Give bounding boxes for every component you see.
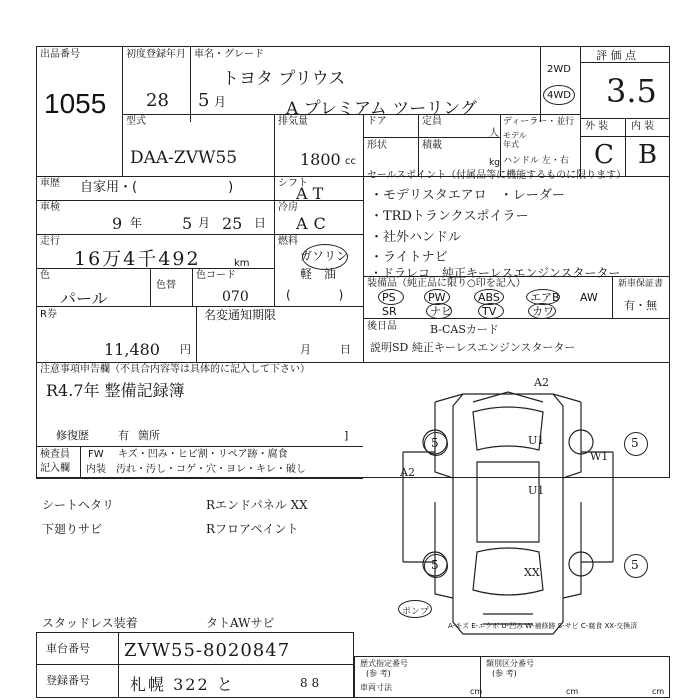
repair-yes: 有 (118, 429, 129, 442)
divider (363, 318, 670, 319)
int-label: 内 装 (631, 121, 655, 132)
ac-label: 冷房 (278, 202, 298, 213)
drive-2wd: 2WD (547, 64, 571, 75)
tire-circle (624, 554, 648, 578)
mileage-label: 走行 (40, 236, 60, 247)
name-change-month: 月 (300, 343, 311, 356)
recycle-amount: 11,480 (104, 340, 160, 359)
equip-pw: PW (428, 291, 446, 304)
warranty-label: 新車保証書 (618, 279, 664, 289)
divider (192, 268, 193, 306)
tire-mark: 5 (431, 558, 439, 572)
score: 3.5 (606, 72, 657, 110)
color-code: 070 (222, 289, 249, 305)
divider (80, 446, 81, 478)
plate-number: 8 8 (300, 676, 320, 690)
sales-item-5: ・ドラレコ 純正キーレスエンジンスターター (370, 266, 621, 280)
drive-circle (543, 85, 575, 105)
notice-value: R4.7年 整備記録簿 (46, 381, 185, 400)
door-label: ドア (367, 116, 387, 127)
remark-right-1: Rエンドパネル XX (206, 498, 308, 512)
recycle-label: R券 (40, 309, 57, 320)
equip-abs: ABS (478, 291, 500, 304)
history-value: 自家用・( ) (80, 180, 234, 195)
ac-value: AC (296, 214, 332, 233)
inspector-label: 検査員 (40, 449, 70, 460)
cc-unit: cc (345, 156, 356, 167)
divider (580, 46, 581, 176)
model: DAA-ZVW55 (130, 148, 238, 168)
history-label: 車歴 (40, 178, 60, 189)
month-char: 月 (214, 95, 227, 109)
equip-aw: AW (580, 291, 598, 304)
name-change-label: 名変通知期限 (204, 308, 277, 322)
handle-label: ハンドル 左・右 (503, 156, 569, 166)
color-change-label: 色替 (156, 280, 176, 291)
cm-unit: cm (652, 687, 665, 696)
divider (540, 46, 541, 122)
person-unit: 人 (489, 128, 499, 139)
equip-leather: カワ (532, 305, 554, 318)
remark-left-3: スタッドレス装着 (42, 616, 138, 630)
tire-circle (624, 432, 648, 456)
equip-circle (528, 303, 556, 319)
tire-circle (424, 554, 448, 578)
damage-mark-u1: U1 (528, 434, 545, 447)
equip-circle (478, 303, 504, 319)
remark-right-2: Rフロアペイント (206, 522, 299, 536)
class-label: 類別区分番号 (486, 659, 534, 668)
mileage-value: 16万4千492 (74, 248, 201, 270)
cm-unit: cm (470, 687, 483, 696)
chassis-label: 車台番号 (46, 642, 90, 655)
year-char: 年 (130, 216, 143, 230)
repair-place: 箇所 (138, 429, 160, 442)
ext-grade: C (594, 140, 614, 170)
equipment-label: 装備品（純正品に限り○印を記入） (367, 278, 526, 289)
remark-right-3: タトAWサビ (206, 616, 275, 630)
damage-legend: A-キズ E-エクボ U-凹み W-補修跡 S-サビ C-腐食 XX-交換済 (448, 622, 638, 630)
score-label: 評 価 点 (596, 49, 636, 62)
divider (36, 234, 363, 235)
divider (36, 362, 363, 363)
divider (363, 114, 364, 176)
tire-mark: 5 (631, 558, 639, 572)
car-name: トヨタ プリウス (222, 69, 346, 89)
divider (190, 46, 191, 122)
inspector-ext-items: キズ・凹み・ヒビ割・リペア跡・腐食 (118, 449, 288, 460)
equip-circle (378, 289, 404, 305)
first-reg-year: 28 (146, 90, 169, 111)
drive-4wd: 4WD (547, 90, 571, 101)
fuel-paren: ( ) (286, 288, 344, 302)
cm-unit: cm (566, 687, 579, 696)
divider (580, 62, 670, 63)
divider (36, 446, 363, 447)
damage-mark-a2-side: A2 (400, 466, 415, 479)
inspection-label: 車検 (40, 202, 60, 213)
fuel-gasoline: ガソリン (300, 249, 349, 263)
model-label: 型式 (126, 116, 146, 127)
equip-ps: PS (382, 291, 396, 304)
after-label: 後日品 (367, 321, 397, 332)
sales-label: セールスポイント（付属品等に機能するものに限ります） (367, 170, 627, 181)
km-unit: km (234, 258, 250, 269)
day-char: 日 (254, 216, 267, 230)
seats-label: 定員 (422, 116, 442, 127)
remark-left-1: シートヘタリ (42, 498, 115, 512)
divider (118, 632, 119, 698)
equip-tv: TV (482, 305, 497, 318)
chassis-value: ZVW55-8020847 (124, 640, 291, 661)
inspection-month: 5 (182, 214, 193, 233)
warranty-yes-no: 有・無 (624, 299, 657, 312)
equip-circle (426, 303, 452, 319)
spare-label: ポンプ (402, 607, 430, 617)
divider (612, 276, 613, 318)
old-std-label: 歴式指定番号 (360, 659, 408, 668)
divider (36, 664, 354, 665)
tire-mark: 5 (431, 436, 439, 450)
lot-number: 1055 (44, 88, 107, 119)
spare-circle (398, 600, 432, 618)
damage-mark-xx: XX (524, 566, 540, 579)
sales-item-4: ・ライトナビ (370, 250, 448, 265)
first-reg-month: 5 (198, 90, 210, 111)
divider (196, 306, 197, 362)
divider (418, 114, 419, 176)
tire-mark: 5 (631, 436, 639, 450)
lot-label: 出品番号 (40, 49, 80, 60)
divider (150, 268, 151, 306)
name-change-day: 日 (340, 343, 351, 356)
damage-mark-a2-top: A2 (534, 376, 549, 389)
divider (122, 46, 123, 176)
fuel-diesel: 軽 油 (300, 267, 337, 281)
kg-unit: kg (489, 158, 500, 168)
inspector-int-label: 内装 (86, 464, 106, 475)
divider (274, 114, 275, 176)
sales-item-3: ・社外ハンドル (370, 230, 462, 245)
inspector-fw: FW (88, 449, 104, 460)
repair-label: 修復歴 (56, 429, 89, 442)
inspector-int-items: 汚れ・汚し・コゲ・穴・ヨレ・キレ・破し (116, 464, 306, 475)
divider (500, 114, 501, 176)
inspection-year: 9 (112, 214, 123, 233)
divider (363, 276, 670, 277)
length-label: 車両寸法 (360, 683, 392, 692)
inspection-day: 25 (222, 214, 243, 233)
divider (625, 118, 626, 176)
damage-mark-u1-b: U1 (528, 484, 545, 497)
displacement: 1800 (300, 150, 341, 169)
first-reg-label: 初度登録年月 (126, 49, 186, 60)
month-char: 月 (198, 216, 211, 230)
load-label: 積載 (422, 140, 442, 151)
car-label: 車名・グレード (194, 49, 264, 60)
damage-mark-w1: W1 (590, 450, 609, 463)
dealer-label: ディーラー・並行 (503, 117, 575, 127)
fuel-label: 燃料 (278, 236, 298, 247)
notice-label: 注意事項申告欄（不具合内容等は具体的に記入して下さい） (40, 364, 310, 375)
plate-value: 札幌 322 と (130, 675, 235, 694)
displacement-label: 排気量 (278, 116, 308, 127)
after-note: 説明SD 純正キーレスエンジンスターター (370, 341, 576, 354)
ext-label: 外 装 (585, 121, 609, 132)
equip-navi: ナビ (430, 305, 452, 318)
grade: A プレミアム ツーリング (286, 99, 477, 119)
divider (36, 478, 363, 479)
remark-left-2: 下廻りサビ (42, 522, 103, 536)
equip-airbag: エアB (530, 291, 560, 304)
ref-label-2: (参 考) (492, 669, 517, 678)
sales-item-1: ・モデリスタエアロ ・レーダー (370, 188, 565, 203)
yen-unit: 円 (180, 343, 191, 356)
color-label: 色 (40, 270, 50, 281)
color-code-label: 色コード (196, 270, 236, 281)
divider (363, 176, 364, 362)
tire-circle (424, 432, 448, 456)
int-grade: B (638, 140, 658, 170)
plate-label: 登録番号 (46, 674, 90, 687)
color-value: パール (60, 289, 108, 308)
shape-label: 形状 (367, 140, 387, 151)
sales-item-2: ・TRDトランクスポイラー (370, 209, 529, 224)
inspector-label-2: 記入欄 (40, 463, 70, 474)
model-year-label: モデル年式 (503, 131, 527, 149)
divider (363, 137, 500, 138)
ref-label: (参 考) (366, 669, 391, 678)
shift-value: AT (296, 184, 330, 203)
repair-bracket: ] (344, 429, 349, 442)
after-value: B-CASカード (430, 323, 499, 336)
shift-label: シフト (278, 178, 308, 189)
divider (274, 176, 275, 306)
equip-sr: SR (382, 305, 397, 318)
